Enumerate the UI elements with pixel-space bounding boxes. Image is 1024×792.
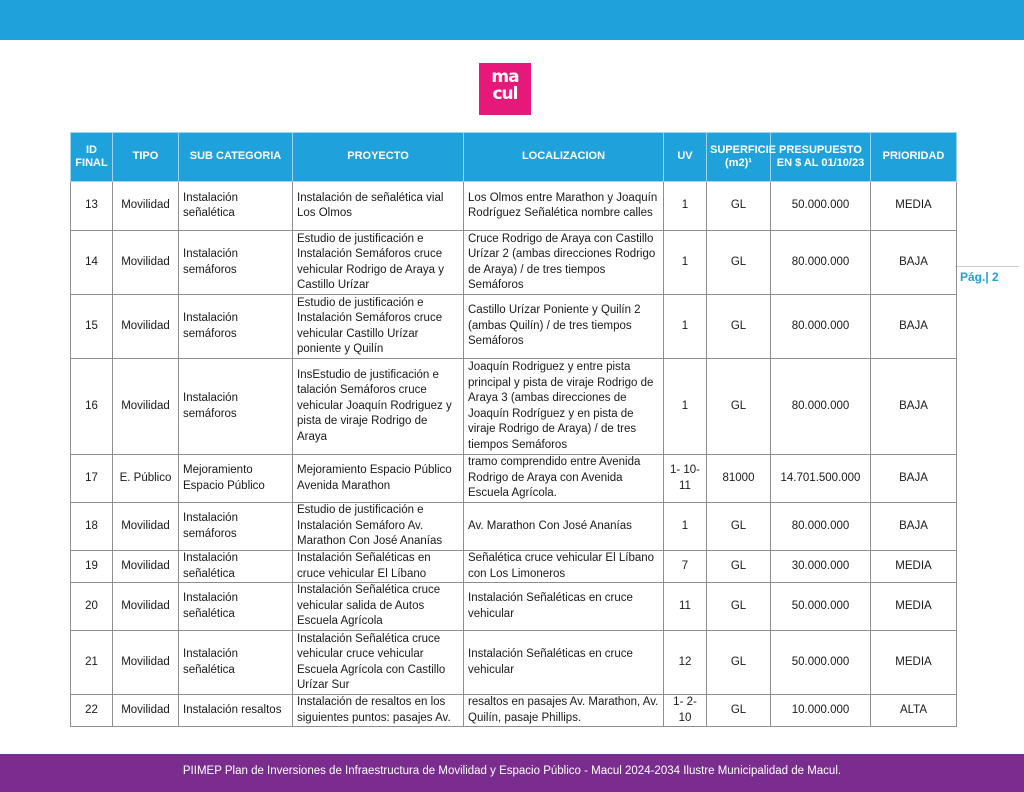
cell-prioridad: BAJA	[871, 231, 957, 295]
cell-prioridad: BAJA	[871, 295, 957, 359]
cell-id: 14	[71, 231, 113, 295]
cell-superficie: GL	[707, 359, 771, 455]
cell-proyecto: Instalación de resaltos en los siguientes puntos: pasajes Av.	[293, 695, 464, 727]
cell-tipo: Movilidad	[113, 231, 179, 295]
header-uv: UV	[664, 133, 707, 182]
header-sub-categoria: SUB CATEGORIA	[179, 133, 293, 182]
cell-localizacion: Instalación Señaléticas en cruce vehicular	[464, 583, 664, 631]
investment-table	[70, 132, 957, 727]
header-superficie: SUPERFICIE (m2)¹	[707, 133, 771, 182]
cell-id: 15	[71, 295, 113, 359]
cell-localizacion: Instalación Señaléticas en cruce vehicular	[464, 631, 664, 695]
cell-tipo: Movilidad	[113, 182, 179, 231]
cell-superficie: GL	[707, 182, 771, 231]
cell-sub-categoria: Instalación semáforos	[179, 359, 293, 455]
cell-tipo: Movilidad	[113, 583, 179, 631]
cell-localizacion: Los Olmos entre Marathon y Joaquín Rodríguez Señalética nombre calles	[464, 182, 664, 231]
cell-tipo: Movilidad	[113, 359, 179, 455]
table-row	[71, 583, 957, 631]
cell-prioridad: ALTA	[871, 695, 957, 727]
cell-proyecto: Estudio de justificación e Instalación Semáforo Av. Marathon Con José Ananías	[293, 503, 464, 551]
table-row	[71, 455, 957, 503]
cell-uv: 1- 2- 10	[664, 695, 707, 727]
cell-tipo: Movilidad	[113, 695, 179, 727]
header-prioridad: PRIORIDAD	[871, 133, 957, 182]
cell-id: 13	[71, 182, 113, 231]
cell-presupuesto: 80.000.000	[771, 231, 871, 295]
cell-proyecto: Instalación de señalética vial Los Olmos	[293, 182, 464, 231]
cell-sub-categoria: Instalación señalética	[179, 631, 293, 695]
cell-proyecto: Estudio de justificación e Instalación Semáforos cruce vehicular Rodrigo de Araya y Castillo Urízar	[293, 231, 464, 295]
cell-presupuesto: 10.000.000	[771, 695, 871, 727]
cell-tipo: Movilidad	[113, 503, 179, 551]
cell-presupuesto: 14.701.500.000	[771, 455, 871, 503]
cell-proyecto: Instalación Señalética cruce vehicular cruce vehicular Escuela Agrícola con Castillo Urízar Sur	[293, 631, 464, 695]
logo-line-2: cul	[492, 84, 518, 104]
cell-uv: 1	[664, 295, 707, 359]
cell-presupuesto: 50.000.000	[771, 583, 871, 631]
cell-uv: 1	[664, 182, 707, 231]
cell-presupuesto: 80.000.000	[771, 503, 871, 551]
table-row	[71, 182, 957, 231]
cell-sub-categoria: Instalación semáforos	[179, 231, 293, 295]
cell-prioridad: MEDIA	[871, 182, 957, 231]
cell-tipo: E. Público	[113, 455, 179, 503]
cell-localizacion: Castillo Urízar Poniente y Quilín 2 (ambas Quilín) / de tres tiempos Semáforos	[464, 295, 664, 359]
cell-id: 22	[71, 695, 113, 727]
header-id: ID FINAL	[71, 133, 113, 182]
cell-prioridad: MEDIA	[871, 583, 957, 631]
table-row	[71, 631, 957, 695]
cell-uv: 7	[664, 551, 707, 583]
cell-prioridad: BAJA	[871, 455, 957, 503]
cell-sub-categoria: Instalación señalética	[179, 583, 293, 631]
cell-superficie: GL	[707, 551, 771, 583]
footer-band	[0, 754, 1024, 792]
cell-superficie: GL	[707, 503, 771, 551]
cell-localizacion: tramo comprendido entre Avenida Rodrigo de Araya con Avenida Escuela Agrícola.	[464, 455, 664, 503]
cell-sub-categoria: Instalación señalética	[179, 551, 293, 583]
cell-uv: 1- 10- 11	[664, 455, 707, 503]
table-row	[71, 695, 957, 727]
cell-superficie: GL	[707, 583, 771, 631]
cell-proyecto: InsEstudio de justificación e talación Semáforos cruce vehicular Joaquín Rodriguez y pista de viraje Rodrigo de Araya	[293, 359, 464, 455]
cell-id: 16	[71, 359, 113, 455]
cell-presupuesto: 50.000.000	[771, 631, 871, 695]
cell-presupuesto: 50.000.000	[771, 182, 871, 231]
cell-localizacion: Cruce Rodrigo de Araya con Castillo Urízar 2 (ambas direcciones Rodrigo de Araya) / de tres tiempos Semáforos	[464, 231, 664, 295]
cell-sub-categoria: Instalación semáforos	[179, 503, 293, 551]
footer-text: PIIMEP Plan de Inversiones de Infraestructura de Movilidad y Espacio Público - Macul 2024-2034 Ilustre Municipalidad de Macul.	[182, 765, 842, 777]
cell-uv: 1	[664, 359, 707, 455]
cell-prioridad: BAJA	[871, 503, 957, 551]
cell-id: 20	[71, 583, 113, 631]
cell-localizacion: Joaquín Rodriguez y entre pista principal y pista de viraje Rodrigo de Araya 3 (ambas direcciones de Joaquín Rodríguez y en pista de viraje Rodrigo de Araya) / de tres tiempos Semáforos	[464, 359, 664, 455]
table-row	[71, 503, 957, 551]
cell-tipo: Movilidad	[113, 295, 179, 359]
header-presupuesto: PRESUPUESTO EN $ AL 01/10/23	[771, 133, 871, 182]
table-header-row	[71, 133, 957, 182]
header-tipo: TIPO	[113, 133, 179, 182]
cell-proyecto: Instalación Señalética cruce vehicular salida de Autos Escuela Agrícola	[293, 583, 464, 631]
cell-uv: 12	[664, 631, 707, 695]
cell-proyecto: Estudio de justificación e Instalación Semáforos cruce vehicular Castillo Urízar poniente y Quilín	[293, 295, 464, 359]
cell-presupuesto: 30.000.000	[771, 551, 871, 583]
cell-id: 18	[71, 503, 113, 551]
cell-superficie: GL	[707, 695, 771, 727]
cell-prioridad: MEDIA	[871, 631, 957, 695]
cell-uv: 1	[664, 503, 707, 551]
cell-tipo: Movilidad	[113, 551, 179, 583]
cell-presupuesto: 80.000.000	[771, 295, 871, 359]
cell-localizacion: Av. Marathon Con José Ananías	[464, 503, 664, 551]
cell-presupuesto: 80.000.000	[771, 359, 871, 455]
cell-uv: 1	[664, 231, 707, 295]
header-localizacion: LOCALIZACION	[464, 133, 664, 182]
cell-superficie: GL	[707, 631, 771, 695]
cell-id: 21	[71, 631, 113, 695]
cell-sub-categoria: Instalación semáforos	[179, 295, 293, 359]
cell-tipo: Movilidad	[113, 631, 179, 695]
macul-logo	[479, 63, 531, 115]
cell-superficie: GL	[707, 231, 771, 295]
logo-line-1: ma	[491, 67, 519, 87]
cell-proyecto: Instalación Señaléticas en cruce vehicular El Líbano	[293, 551, 464, 583]
cell-proyecto: Mejoramiento Espacio Público Avenida Marathon	[293, 455, 464, 503]
cell-uv: 11	[664, 583, 707, 631]
top-color-band	[0, 0, 1024, 40]
cell-prioridad: MEDIA	[871, 551, 957, 583]
table-row	[71, 551, 957, 583]
cell-sub-categoria: Instalación señalética	[179, 182, 293, 231]
table-row	[71, 295, 957, 359]
cell-prioridad: BAJA	[871, 359, 957, 455]
cell-sub-categoria: Instalación resaltos	[179, 695, 293, 727]
table-row	[71, 359, 957, 455]
table-row	[71, 231, 957, 295]
page-number-rule	[955, 266, 1019, 267]
page-number: Pág.| 2	[960, 270, 999, 284]
cell-localizacion: Señalética cruce vehicular El Líbano con Los Limoneros	[464, 551, 664, 583]
cell-superficie: GL	[707, 295, 771, 359]
header-proyecto: PROYECTO	[293, 133, 464, 182]
cell-sub-categoria: Mejoramiento Espacio Público	[179, 455, 293, 503]
cell-superficie: 81000	[707, 455, 771, 503]
cell-id: 17	[71, 455, 113, 503]
cell-localizacion: resaltos en pasajes Av. Marathon, Av. Quilín, pasaje Phillips.	[464, 695, 664, 727]
cell-id: 19	[71, 551, 113, 583]
